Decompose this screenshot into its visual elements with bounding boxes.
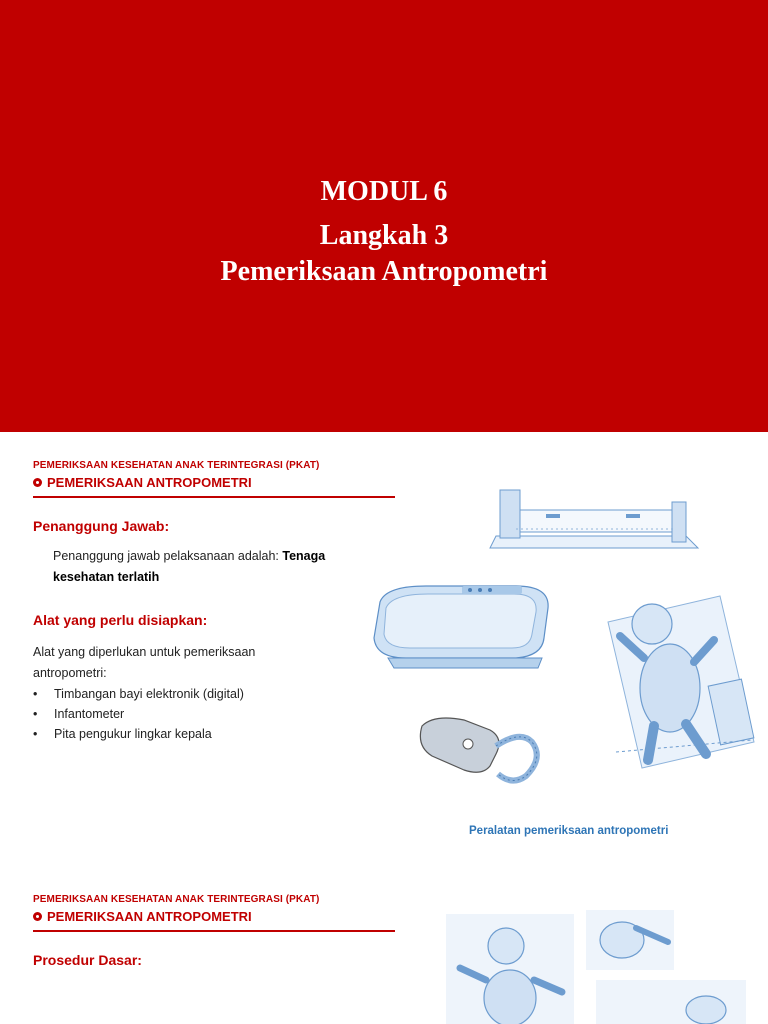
tools-heading: Alat yang perlu disiapkan: (33, 612, 208, 628)
slide-section-title (33, 909, 252, 924)
tools-list (33, 684, 244, 744)
baby-lying-illustration (440, 910, 580, 1024)
slide-header-small: PEMERIKSAAN KESEHATAN ANAK TERINTEGRASI (PKAT) (33, 894, 320, 905)
header-divider (33, 496, 395, 498)
head-measurement-illustration (586, 902, 756, 1024)
infantometer-illustration (486, 484, 706, 554)
header-divider (33, 930, 395, 932)
procedure-heading: Prosedur Dasar: (33, 952, 142, 968)
module-title: MODUL 6 (320, 176, 448, 207)
section-title-label: PEMERIKSAAN ANTROPOMETRI (47, 475, 252, 490)
list-item: • Timbangan bayi elektronik (digital) (33, 684, 244, 704)
list-item: • Pita pengukur lingkar kepala (33, 724, 244, 744)
slide-antropometri-tools (0, 432, 768, 864)
slide-header-small: PEMERIKSAAN KESEHATAN ANAK TERINTEGRASI (PKAT) (33, 460, 320, 471)
tape-measure-illustration (404, 696, 554, 796)
topic-title: Pemeriksaan Antropometri (220, 256, 548, 287)
slide-procedure (0, 864, 768, 1024)
bullet-circle-icon (33, 478, 42, 487)
responsible-paragraph: Penanggung jawab pelaksanaan adalah: Tenaga kesehatan terlatih (53, 549, 326, 584)
responsible-heading: Penanggung Jawab: (33, 518, 170, 534)
list-item: • Infantometer (33, 704, 244, 724)
baby-scale-illustration (366, 578, 558, 674)
baby-measurement-illustration (602, 592, 758, 772)
bullet-circle-icon (33, 912, 42, 921)
tools-intro: Alat yang diperlukan untuk pemeriksaan antropometri: (33, 645, 256, 680)
step-title: Langkah 3 (319, 220, 449, 251)
slide-section-title (33, 475, 252, 490)
illustration-caption: Peralatan pemeriksaan antropometri (469, 825, 669, 837)
title-slide (0, 0, 768, 432)
section-title-label: PEMERIKSAAN ANTROPOMETRI (47, 909, 252, 924)
